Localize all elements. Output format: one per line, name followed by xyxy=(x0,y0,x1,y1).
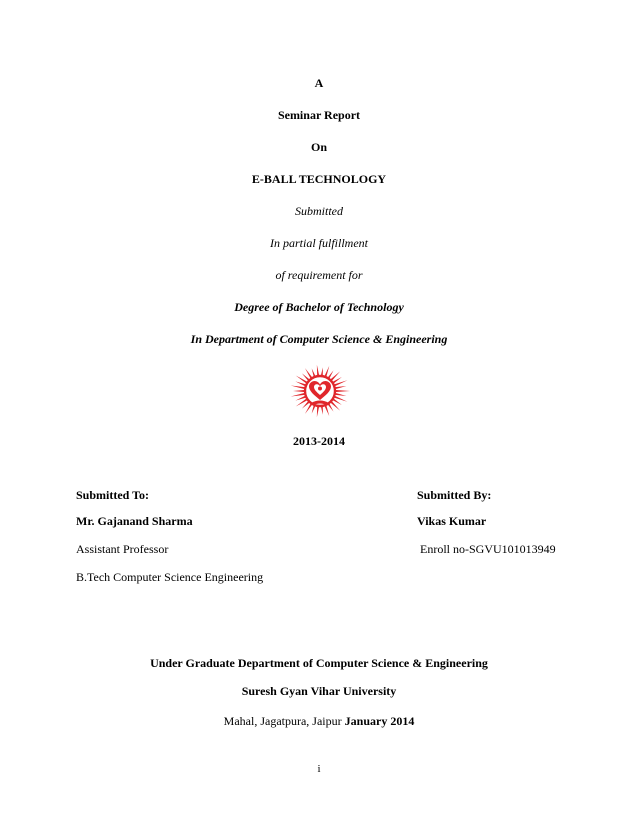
student-enroll-number: Enroll no-SGVU101013949 xyxy=(420,542,556,556)
emblem-ray xyxy=(335,393,346,396)
student-name: Vikas Kumar xyxy=(417,514,487,528)
emblem-ray xyxy=(295,381,306,386)
submitted-by-heading: Submitted By: xyxy=(417,488,492,502)
page-number: i xyxy=(317,763,321,775)
partial-fulfillment-label: In partial fulfillment xyxy=(270,236,368,250)
emblem-ray xyxy=(335,386,346,389)
university-name: Suresh Gyan Vihar University xyxy=(241,684,397,698)
university-emblem-icon xyxy=(285,360,355,422)
requirement-label: of requirement for xyxy=(275,268,363,282)
guide-name: Mr. Gajanand Sharma xyxy=(76,514,193,528)
emblem-ray xyxy=(291,393,305,397)
title-on: On xyxy=(310,140,327,154)
report-topic: E-BALL TECHNOLOGY xyxy=(251,172,387,186)
submitted-label: Submitted xyxy=(295,204,343,218)
title-seminar-report: Seminar Report xyxy=(277,108,361,122)
footer-department: Under Graduate Department of Computer Science & Engineering xyxy=(150,656,488,670)
address-text: Mahal, Jagatpura, Jaipur xyxy=(223,714,342,728)
report-date: January 2014 xyxy=(344,714,415,728)
emblem-ray xyxy=(293,390,304,392)
guide-designation: Assistant Professor xyxy=(76,542,169,556)
title-a: A xyxy=(314,76,324,90)
session-year: 2013-2014 xyxy=(293,434,345,448)
emblem-ray xyxy=(295,396,306,401)
department-label: In Department of Computer Science & Engineering xyxy=(190,332,448,346)
emblem-ray xyxy=(291,386,305,390)
emblem-ray xyxy=(336,390,350,392)
submitted-to-heading: Submitted To: xyxy=(76,488,150,502)
degree-label: Degree of Bachelor of Technology xyxy=(234,300,404,314)
guide-department: B.Tech Computer Science Engineering xyxy=(76,570,264,584)
address-line xyxy=(0,714,638,728)
